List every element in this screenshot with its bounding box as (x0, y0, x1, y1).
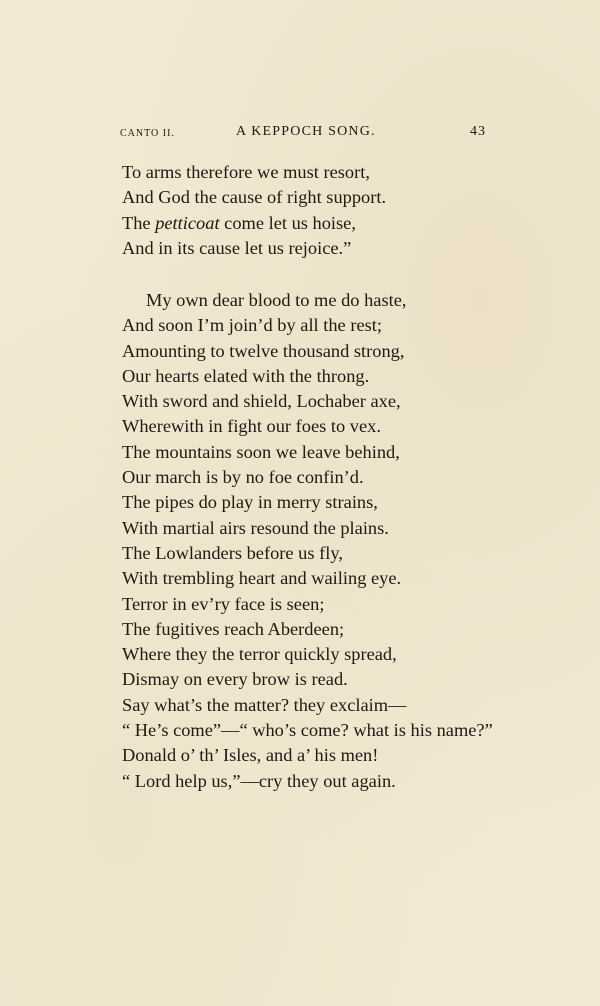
verse-line: Amounting to twelve thousand strong, (122, 340, 405, 361)
italic-word: petticoat (155, 212, 220, 233)
verse-line: To arms therefore we must resort, (122, 162, 370, 182)
verse-line: Terror in ev’ry face is seen; (122, 593, 325, 614)
verse-line: “ He’s come”—“ who’s come? what is his name?” (122, 720, 493, 741)
verse-line: Our hearts elated with the throng. (122, 365, 370, 386)
verse-line: Say what’s the matter? they exclaim— (122, 694, 407, 715)
verse-line: Where they the terror quickly spread, (122, 644, 397, 665)
verse-line: Donald o’ th’ Isles, and a’ his men! (122, 745, 379, 766)
stanza-1 (122, 160, 562, 261)
canto-label: CANTO II. (120, 128, 175, 139)
verse-line: Dismay on every brow is read. (122, 669, 348, 690)
verse-prefix: The (122, 212, 156, 233)
verse-rest: come let us hoise, (224, 212, 356, 233)
verse-line: “ Lord help us,”—cry they out again. (122, 770, 396, 791)
page-number: 43 (470, 124, 486, 139)
verse-line: Our march is by no foe confin’d. (122, 467, 364, 488)
verse-line: Wherewith in fight our foes to vex. (122, 416, 381, 437)
verse-line: With sword and shield, Lochaber axe, (122, 391, 401, 412)
verse-line: With martial airs resound the plains. (122, 517, 389, 538)
page-title: A KEPPOCH SONG. (236, 124, 376, 139)
running-header (118, 124, 490, 146)
verse-line: And in its cause let us rejoice.” (122, 237, 352, 258)
verse-line: The Lowlanders before us fly, (122, 542, 343, 563)
verse-line: The fugitives reach Aberdeen; (122, 618, 345, 639)
verse-line: The pipes do play in merry strains, (122, 492, 378, 513)
verse-line: My own dear blood to me do haste, (146, 290, 407, 310)
verse-line (122, 211, 562, 236)
verse-line: And God the cause of right support. (122, 187, 387, 208)
stanza-2 (122, 288, 562, 794)
verse-line: And soon I’m join’d by all the rest; (122, 315, 382, 336)
verse-line: The mountains soon we leave behind, (122, 441, 400, 462)
verse-line: With trembling heart and wailing eye. (122, 568, 402, 589)
